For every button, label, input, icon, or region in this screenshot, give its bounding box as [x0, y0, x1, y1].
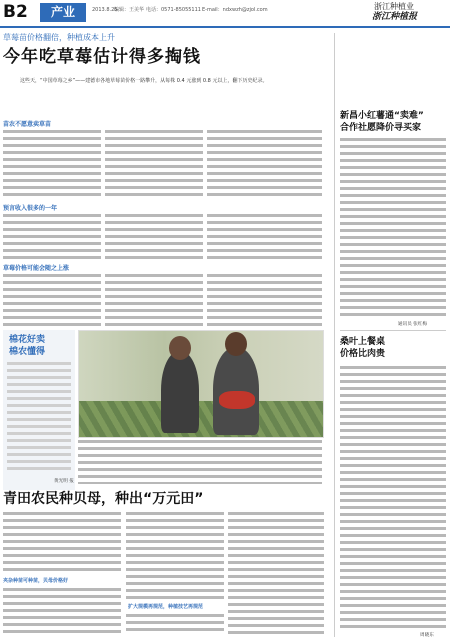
page-code: B2 [3, 2, 28, 22]
lead-body-col-3 [207, 130, 322, 200]
right-story-2-headline-line-1: 桑叶上餐桌 [340, 337, 386, 347]
editor-email: E-mail：ndxwzh@zjol.com [202, 7, 268, 13]
lead-body-col-1c [3, 274, 101, 326]
lead-body-col-3b [207, 214, 322, 260]
sidebar-title-line-2: 棉农懂得 [9, 347, 46, 357]
right-story-1-author: 通讯员 张红梅 [398, 322, 428, 327]
sidebar-body [7, 362, 71, 474]
editor-credit: 编辑：王美华 [114, 7, 145, 13]
newspaper-logo: 浙江种植报 [372, 12, 418, 22]
lead-body-col-3c [207, 274, 322, 326]
right-story-2-body [340, 366, 446, 630]
right-story-2-author: 周晓东 [420, 633, 434, 638]
lead-headline: 今年吃草莓估计得多掏钱 [3, 47, 201, 67]
section-label: 产业 [40, 3, 86, 22]
column-rule [334, 33, 335, 637]
bottom-subhead-2: 扩大规模再规范，种植技艺再规范 [128, 604, 204, 610]
lead-body-col-2b [105, 214, 203, 260]
lead-subhead-1: 苗农不愿意卖草苗 [3, 121, 52, 128]
lead-body-col-2 [105, 130, 203, 200]
lead-body-col-1b [3, 214, 101, 260]
lead-subhead-3: 草莓价格可能会随之上涨 [3, 265, 70, 272]
bottom-headline: 青田农民种贝母，种出“万元田” [3, 491, 204, 507]
bottom-subhead-1: 夹杂种苗可种苗，贝母价格好 [3, 578, 69, 584]
lead-body-col-2c [105, 274, 203, 326]
right-separator [340, 330, 446, 331]
strawberry-basket [219, 391, 255, 409]
right-story-1-headline-line-1: 新昌小红薯通“卖难” [340, 111, 424, 121]
right-story-1-headline-line-2: 合作社愿降价寻买家 [340, 123, 422, 133]
sidebar-author: 黄光明 报 [54, 479, 74, 484]
lead-subhead-2: 预言收入很多的一年 [3, 205, 58, 212]
right-story-1-body [340, 138, 446, 318]
newspaper-name: 浙江种植业 [374, 2, 414, 11]
sidebar-title-line-1: 棉花好卖 [9, 335, 46, 345]
bottom-body-col-2b [126, 614, 224, 634]
bottom-body-col-1 [3, 512, 121, 574]
right-story-2-headline-line-2: 价格比肉贵 [340, 349, 386, 359]
lead-intro: 这些天，“中国草莓之乡”——建德市各地草莓苗价格一路攀升，从每株 0.4 元涨到 0.8 元以上，翻下历史纪录。 [20, 78, 268, 84]
bottom-body-col-3 [228, 512, 324, 634]
farmer-figure [161, 351, 199, 433]
lead-subtitle: 草莓苗价格翻倍，种植成本上升 [3, 33, 115, 42]
plant-leaves [79, 401, 323, 437]
lead-body-col-1 [3, 130, 101, 200]
farmers-strawberry-photo [78, 330, 324, 438]
bottom-body-col-1b [3, 588, 121, 634]
farmer-head [169, 336, 191, 360]
editor-phone: 电话：0571-85055111 [146, 7, 201, 13]
farmer-head [225, 332, 247, 356]
bottom-body-col-2 [126, 512, 224, 600]
photo-caption-story [78, 440, 322, 484]
issue-date: 2013.8.25 [92, 7, 118, 13]
